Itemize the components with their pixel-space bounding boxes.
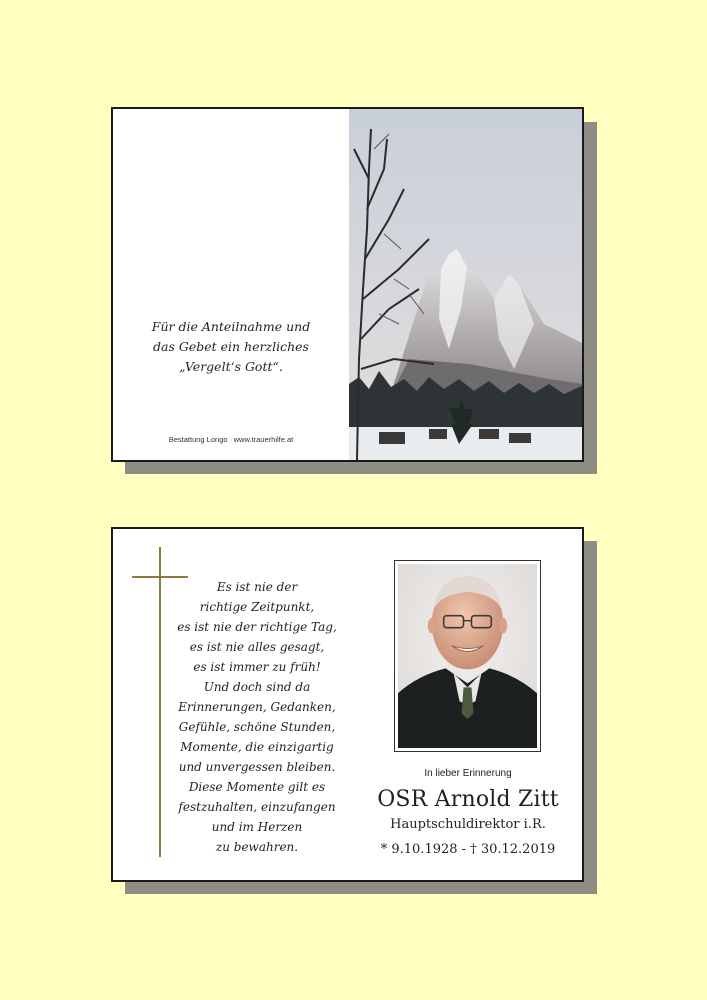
thanks-text <box>113 317 349 377</box>
funeral-home-url: www.trauerhilfe.at <box>233 435 294 444</box>
thanks-line: „Vergelt‘s Gott“. <box>179 359 283 374</box>
poem-line: festzuhalten, einzufangen <box>178 800 336 814</box>
poem-line: zu bewahren. <box>215 840 299 854</box>
poem-line: und unvergessen bleiben. <box>178 760 336 774</box>
funeral-home-footer <box>113 435 349 444</box>
poem-line: Diese Momente gilt es <box>188 780 326 794</box>
poem-line: es ist nie alles gesagt, <box>189 640 325 654</box>
cross-icon <box>159 547 161 857</box>
deceased-name: OSR Arnold Zitt <box>377 787 559 812</box>
funeral-home-name: Bestattung Longo <box>168 435 228 444</box>
memorial-intro: In lieber Erinnerung <box>424 768 512 779</box>
portrait-photo <box>394 560 541 752</box>
memorial-poem <box>175 577 339 857</box>
poem-line: Momente, die einzigartig <box>180 740 334 754</box>
poem-line: Gefühle, schöne Stunden, <box>178 720 336 734</box>
poem-line: es ist immer zu früh! <box>193 660 321 674</box>
poem-line: es ist nie der richtige Tag, <box>177 620 337 634</box>
card-back <box>111 107 584 462</box>
thanks-line: Für die Anteilnahme und <box>151 319 311 334</box>
mountain-landscape-photo <box>349 109 584 460</box>
deceased-title: Hauptschuldirektor i.R. <box>390 817 546 832</box>
poem-line: Erinnerungen, Gedanken, <box>178 700 336 714</box>
poem-line: und im Herzen <box>211 820 303 834</box>
poem-line: Es ist nie der <box>216 580 298 594</box>
card-front <box>111 527 584 882</box>
life-dates: * 9.10.1928 - † 30.12.2019 <box>380 842 556 857</box>
poem-line: richtige Zeitpunkt, <box>199 600 315 614</box>
thanks-line: das Gebet ein herzliches <box>153 339 309 354</box>
poem-line: Und doch sind da <box>203 680 311 694</box>
